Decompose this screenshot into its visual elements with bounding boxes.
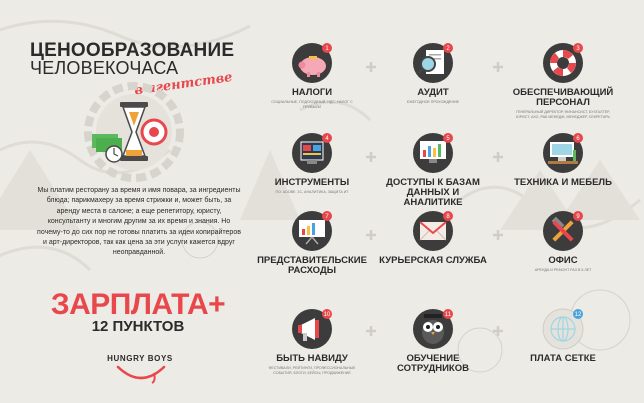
item-number: 12: [574, 312, 582, 318]
item-visibility: [257, 306, 367, 376]
item-subtitle: ФЕСТИВАЛИ, РЕЙТИНГИ, ПРОФЕССИОНАЛЬНЫЕ СОБЫТИЯ, БЛОГИ, КЕЙСЫ, ПРОДВИЖЕНИЕ: [268, 366, 356, 375]
item-subtitle: ЕЖЕГОДНОЕ ПРОХОЖДЕНИЕ: [406, 100, 460, 104]
item-subtitle: ПО: ADOBE, 1С, АНАЛИТИКА, ЗАЩИТА ИТ: [275, 190, 349, 194]
globe-icon: [540, 306, 586, 352]
item-databases: [378, 130, 488, 210]
item-title: ОБЕСПЕЧИВАЮЩИЙ ПЕРСОНАЛ: [512, 87, 614, 108]
title-line-2: ЧЕЛОВЕКОЧАСА: [30, 58, 179, 78]
lifebuoy-icon: [540, 40, 586, 86]
plus-icon: [366, 326, 376, 336]
item-number: 10: [323, 312, 331, 318]
item-title: ДОСТУПЫ К БАЗАМ ДАННЫХ И АНАЛИТИКЕ: [386, 177, 480, 208]
item-number: 11: [444, 312, 452, 318]
hourglass-gear-icon: [84, 82, 184, 182]
item-equipment: [508, 130, 618, 190]
item-office: [508, 208, 618, 273]
piggy-bank-icon: [289, 40, 335, 86]
software-icon: [289, 130, 335, 176]
item-number: 4: [325, 136, 329, 142]
item-title: ПРЕДСТАВИТЕЛЬСКИЕ РАСХОДЫ: [257, 255, 367, 276]
item-subtitle: СОЦИАЛЬНЫЕ, ПОДОХОДНЫЙ, НДС, НАЛОГ С ПРИБЫЛИ: [271, 100, 353, 109]
magnifier-document-icon: [410, 40, 456, 86]
item-training: [378, 306, 488, 376]
item-title: ТЕХНИКА И МЕБЕЛЬ: [514, 177, 612, 188]
presentation-icon: [289, 208, 335, 254]
item-title: АУДИТ: [417, 87, 449, 98]
item-number: 5: [446, 136, 450, 142]
intro-paragraph: Мы платим ресторану за время и имя повара, за ингредиенты блюда; парикмахеру за время стрижки и, может быть, за аренду места в салоне; а еще репетитору, юристу, консультанту и многим другим за их время и знания. Но почему-то до сих пор не готовы платить за идеи копирайтеров и арт-директоров, так как цена за эти услуги кажется вдруг неоправданной.: [37, 187, 241, 257]
item-taxes: [257, 40, 367, 110]
item-number: 8: [446, 214, 450, 220]
brand-name: HUNGRY BOYS: [107, 354, 173, 363]
hammer-wrench-icon: [540, 208, 586, 254]
item-title: ОБУЧЕНИЕ СОТРУДНИКОВ: [397, 353, 469, 374]
item-number: 2: [446, 46, 450, 52]
computer-furniture-icon: [540, 130, 586, 176]
envelope-icon: [410, 208, 456, 254]
item-network-fee: [508, 306, 618, 366]
item-title: ОФИС: [548, 255, 578, 266]
plus-icon: [366, 230, 376, 240]
item-number: 3: [576, 46, 580, 52]
plus-icon: [493, 230, 503, 240]
item-number: 6: [576, 136, 580, 142]
item-audit: [378, 40, 488, 105]
megaphone-icon: [289, 306, 335, 352]
item-title: ИНСТРУМЕНТЫ: [274, 177, 350, 188]
item-title: НАЛОГИ: [291, 87, 333, 98]
salary-label: ЗАРПЛАТА+: [50, 288, 226, 321]
item-subtitle: ГЕНЕРАЛЬНЫЙ ДИРЕКТОР, ФИНАНСИСТ, БУХГАЛТЕР, ЮРИСТ, АХО, РАБ МЕНЕДЖ, МЕНЕДЖЕР, СЕКРЕТАРЬ: [516, 110, 610, 119]
plus-icon: [493, 152, 503, 162]
plus-icon: [366, 152, 376, 162]
item-number: 9: [576, 214, 580, 220]
plus-icon: [493, 62, 503, 72]
smile-logo-icon: [114, 363, 168, 385]
item-representation: [257, 208, 367, 278]
plus-icon: [493, 326, 503, 336]
title-line-1: ЦЕНООБРАЗОВАНИЕ: [30, 40, 235, 61]
item-courier: [378, 208, 488, 268]
item-title: ПЛАТА СЕТКЕ: [530, 353, 596, 364]
item-number: 7: [325, 214, 329, 220]
item-support-staff: [508, 40, 618, 120]
title-accent: в агентстве: [133, 69, 234, 99]
item-tools: [257, 130, 367, 195]
plus-icon: [366, 62, 376, 72]
database-monitor-icon: [410, 130, 456, 176]
item-subtitle: АРЕНДА И РЕМОНТ РАЗ В 5 ЛЕТ: [534, 268, 592, 272]
item-title: КУРЬЕРСКАЯ СЛУЖБА: [379, 255, 487, 266]
items-count-label: 12 ПУНКТОВ: [91, 318, 185, 335]
owl-icon: [410, 306, 456, 352]
item-title: БЫТЬ НАВИДУ: [276, 353, 348, 364]
item-number: 1: [325, 46, 329, 52]
